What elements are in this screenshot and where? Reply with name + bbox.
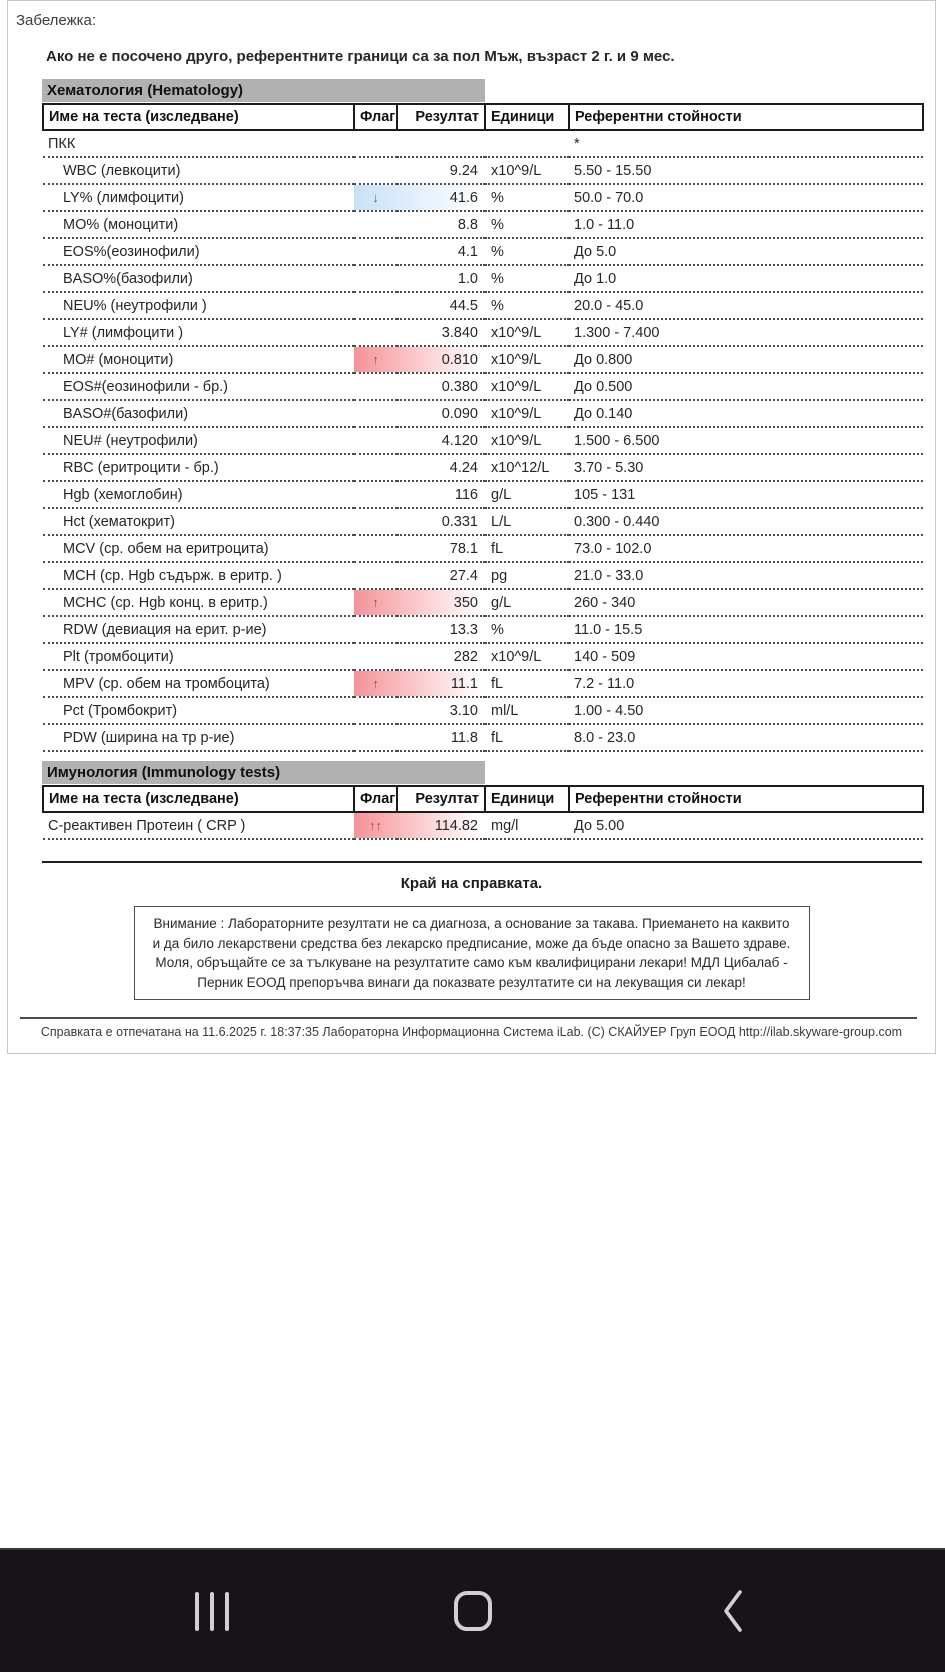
result-row	[43, 184, 923, 211]
result-value: 116	[397, 481, 485, 508]
units-value: ml/L	[485, 697, 569, 724]
flag-cell	[354, 211, 397, 238]
result-value: 44.5	[397, 292, 485, 319]
reference-range: 5.50 - 15.50	[569, 157, 923, 184]
units-value: %	[485, 238, 569, 265]
warning-box	[134, 906, 810, 1000]
test-name: LY% (лимфоцити)	[43, 184, 354, 211]
result-value: 3.840	[397, 319, 485, 346]
flag-cell: ↑↑	[354, 812, 397, 839]
back-button[interactable]	[709, 1585, 757, 1637]
section-title: Хематология (Hematology)	[42, 79, 485, 102]
test-name: BASO#(базофили)	[43, 400, 354, 427]
units-value: %	[485, 211, 569, 238]
flag-cell: ↓	[354, 184, 397, 211]
col-header-reference: Референтни стойности	[569, 104, 923, 130]
result-value: 9.24	[397, 157, 485, 184]
test-name: EOS%(еозинофили)	[43, 238, 354, 265]
units-value	[485, 130, 569, 157]
test-name: WBC (левкоцити)	[43, 157, 354, 184]
result-value: 114.82	[397, 812, 485, 839]
units-value: fL	[485, 724, 569, 751]
reference-range: До 0.800	[569, 346, 923, 373]
flag-cell	[354, 454, 397, 481]
result-row	[43, 481, 923, 508]
test-name: MCV (ср. обем на еритроцита)	[43, 535, 354, 562]
recent-apps-button[interactable]	[188, 1585, 236, 1637]
result-value: 4.120	[397, 427, 485, 454]
result-value: 350	[397, 589, 485, 616]
warning-text: Внимание : Лабораторните резултати не са диагноза, а основание за такава. Приемането на каквито и да било лекарствени средства без лекарско предписание, може да бъде опасно за Вашето здраве. Моля, обръщайте се за тълкуване на резултатите само към квалифицирани лекари! МДЛ Цибалаб - Перник ЕООД препоръчва винаги да показвате резултатите си на лекуващия си лекар!	[152, 916, 791, 990]
lab-section	[42, 79, 922, 752]
result-row	[43, 130, 923, 157]
test-name: С-реактивен Протеин ( CRP )	[43, 812, 354, 839]
result-value: 11.8	[397, 724, 485, 751]
test-name: NEU% (неутрофили )	[43, 292, 354, 319]
col-header-units: Единици	[485, 786, 569, 812]
units-value: L/L	[485, 508, 569, 535]
flag-cell	[354, 238, 397, 265]
result-row	[43, 211, 923, 238]
flag-cell	[354, 562, 397, 589]
test-name: Pct (Тромбокрит)	[43, 697, 354, 724]
flag-cell	[354, 400, 397, 427]
units-value: mg/l	[485, 812, 569, 839]
result-row	[43, 238, 923, 265]
units-value: %	[485, 265, 569, 292]
result-value: 0.380	[397, 373, 485, 400]
col-header-units: Единици	[485, 104, 569, 130]
flag-cell	[354, 643, 397, 670]
test-name: RBC (еритроцити - бр.)	[43, 454, 354, 481]
units-value: %	[485, 292, 569, 319]
units-value: pg	[485, 562, 569, 589]
units-value: x10^9/L	[485, 400, 569, 427]
table-header-row	[43, 786, 923, 812]
test-name: Hgb (хемоглобин)	[43, 481, 354, 508]
col-header-flag: Флаг	[354, 104, 397, 130]
result-value: 0.331	[397, 508, 485, 535]
result-value: 0.090	[397, 400, 485, 427]
reference-range: До 0.140	[569, 400, 923, 427]
flag-cell: ↑	[354, 589, 397, 616]
end-divider	[42, 861, 922, 863]
flag-cell	[354, 319, 397, 346]
flag-cell	[354, 427, 397, 454]
reference-range: 1.500 - 6.500	[569, 427, 923, 454]
test-name: PDW (ширина на тр р-ие)	[43, 724, 354, 751]
reference-range: *	[569, 130, 923, 157]
flag-cell: ↑	[354, 346, 397, 373]
flag-cell	[354, 481, 397, 508]
android-navbar	[0, 1548, 945, 1672]
units-value: x10^9/L	[485, 346, 569, 373]
reference-range: 20.0 - 45.0	[569, 292, 923, 319]
units-value: x10^9/L	[485, 373, 569, 400]
test-name: MPV (ср. обем на тромбоцита)	[43, 670, 354, 697]
result-row	[43, 319, 923, 346]
result-row	[43, 812, 923, 839]
units-value: x10^9/L	[485, 157, 569, 184]
flag-cell	[354, 508, 397, 535]
test-name: MO% (моноцити)	[43, 211, 354, 238]
reference-range: 8.0 - 23.0	[569, 724, 923, 751]
units-value: g/L	[485, 481, 569, 508]
reference-range: До 5.00	[569, 812, 923, 839]
reference-range: 50.0 - 70.0	[569, 184, 923, 211]
flag-cell	[354, 157, 397, 184]
col-header-test-name: Име на теста (изследване)	[43, 786, 354, 812]
result-row	[43, 427, 923, 454]
reference-range: 140 - 509	[569, 643, 923, 670]
test-name: ПКК	[43, 130, 354, 157]
col-header-flag: Флаг	[354, 786, 397, 812]
flag-cell: ↑	[354, 670, 397, 697]
reference-range: До 0.500	[569, 373, 923, 400]
reference-range: 1.300 - 7.400	[569, 319, 923, 346]
units-value: x10^9/L	[485, 427, 569, 454]
result-row	[43, 508, 923, 535]
result-row	[43, 346, 923, 373]
reference-range: 1.00 - 4.50	[569, 697, 923, 724]
col-header-reference: Референтни стойности	[569, 786, 923, 812]
lab-report-page	[7, 0, 936, 1054]
test-name: NEU# (неутрофили)	[43, 427, 354, 454]
flag-cell	[354, 697, 397, 724]
result-row	[43, 697, 923, 724]
result-value: 4.24	[397, 454, 485, 481]
test-name: RDW (девиация на ерит. р-ие)	[43, 616, 354, 643]
note-label: Забележка:	[16, 12, 97, 29]
flag-cell	[354, 373, 397, 400]
table-header-row	[43, 104, 923, 130]
lab-section	[42, 761, 922, 840]
end-of-report-text: Край на справката.	[400, 875, 543, 892]
units-value: fL	[485, 535, 569, 562]
result-row	[43, 643, 923, 670]
reference-ranges-note: Ако не е посочено друго, референтните граници са за пол Мъж, възраст 2 г. и 9 мес.	[46, 48, 675, 65]
result-row	[43, 454, 923, 481]
flag-cell	[354, 265, 397, 292]
result-row	[43, 724, 923, 751]
flag-cell	[354, 616, 397, 643]
result-row	[43, 535, 923, 562]
result-value: 78.1	[397, 535, 485, 562]
units-value: %	[485, 184, 569, 211]
results-table	[42, 103, 924, 752]
test-name: BASO%(базофили)	[43, 265, 354, 292]
units-value: g/L	[485, 589, 569, 616]
reference-range: 260 - 340	[569, 589, 923, 616]
flag-cell	[354, 724, 397, 751]
section-title: Имунология (Immunology tests)	[42, 761, 485, 784]
reference-range: 0.300 - 0.440	[569, 508, 923, 535]
result-value: 11.1	[397, 670, 485, 697]
test-name: MCH (ср. Hgb съдърж. в еритр. )	[43, 562, 354, 589]
col-header-test-name: Име на теста (изследване)	[43, 104, 354, 130]
test-name: Hct (хематокрит)	[43, 508, 354, 535]
result-row	[43, 157, 923, 184]
back-icon	[719, 1586, 747, 1636]
home-icon	[454, 1591, 492, 1631]
result-value: 27.4	[397, 562, 485, 589]
reference-range: 7.2 - 11.0	[569, 670, 923, 697]
test-name: LY# (лимфоцити )	[43, 319, 354, 346]
reference-range: 105 - 131	[569, 481, 923, 508]
home-button[interactable]	[449, 1585, 497, 1637]
test-name: MCHC (ср. Hgb конц. в еритр.)	[43, 589, 354, 616]
result-row	[43, 400, 923, 427]
flag-cell	[354, 292, 397, 319]
result-row	[43, 265, 923, 292]
results-table	[42, 785, 924, 840]
result-value: 1.0	[397, 265, 485, 292]
flag-cell	[354, 130, 397, 157]
report-sections	[42, 79, 922, 840]
reference-range: 11.0 - 15.5	[569, 616, 923, 643]
result-value: 282	[397, 643, 485, 670]
test-name: MO# (моноцити)	[43, 346, 354, 373]
reference-range: 3.70 - 5.30	[569, 454, 923, 481]
result-row	[43, 589, 923, 616]
result-row	[43, 616, 923, 643]
units-value: x10^9/L	[485, 319, 569, 346]
result-row	[43, 562, 923, 589]
col-header-result: Резултат	[397, 786, 485, 812]
units-value: fL	[485, 670, 569, 697]
result-row	[43, 670, 923, 697]
units-value: x10^12/L	[485, 454, 569, 481]
result-value: 41.6	[397, 184, 485, 211]
reference-range: До 5.0	[569, 238, 923, 265]
test-name: Plt (тромбоцити)	[43, 643, 354, 670]
result-value: 13.3	[397, 616, 485, 643]
test-name: EOS#(еозинофили - бр.)	[43, 373, 354, 400]
col-header-result: Резултат	[397, 104, 485, 130]
result-value: 4.1	[397, 238, 485, 265]
print-info-text: Справката е отпечатана на 11.6.2025 г. 18:37:35 Лабораторна Информационна Система iLab. (C) СКАЙУЕР Груп ЕООД http://ilab.skyware-group.com	[40, 1025, 903, 1040]
result-value: 3.10	[397, 697, 485, 724]
units-value: x10^9/L	[485, 643, 569, 670]
recent-apps-icon	[195, 1592, 229, 1631]
reference-range: 1.0 - 11.0	[569, 211, 923, 238]
reference-range: 21.0 - 33.0	[569, 562, 923, 589]
result-row	[43, 373, 923, 400]
footer-divider	[20, 1017, 917, 1019]
result-value: 0.810	[397, 346, 485, 373]
reference-range: До 1.0	[569, 265, 923, 292]
result-value	[397, 130, 485, 157]
flag-cell	[354, 535, 397, 562]
units-value: %	[485, 616, 569, 643]
reference-range: 73.0 - 102.0	[569, 535, 923, 562]
result-value: 8.8	[397, 211, 485, 238]
result-row	[43, 292, 923, 319]
